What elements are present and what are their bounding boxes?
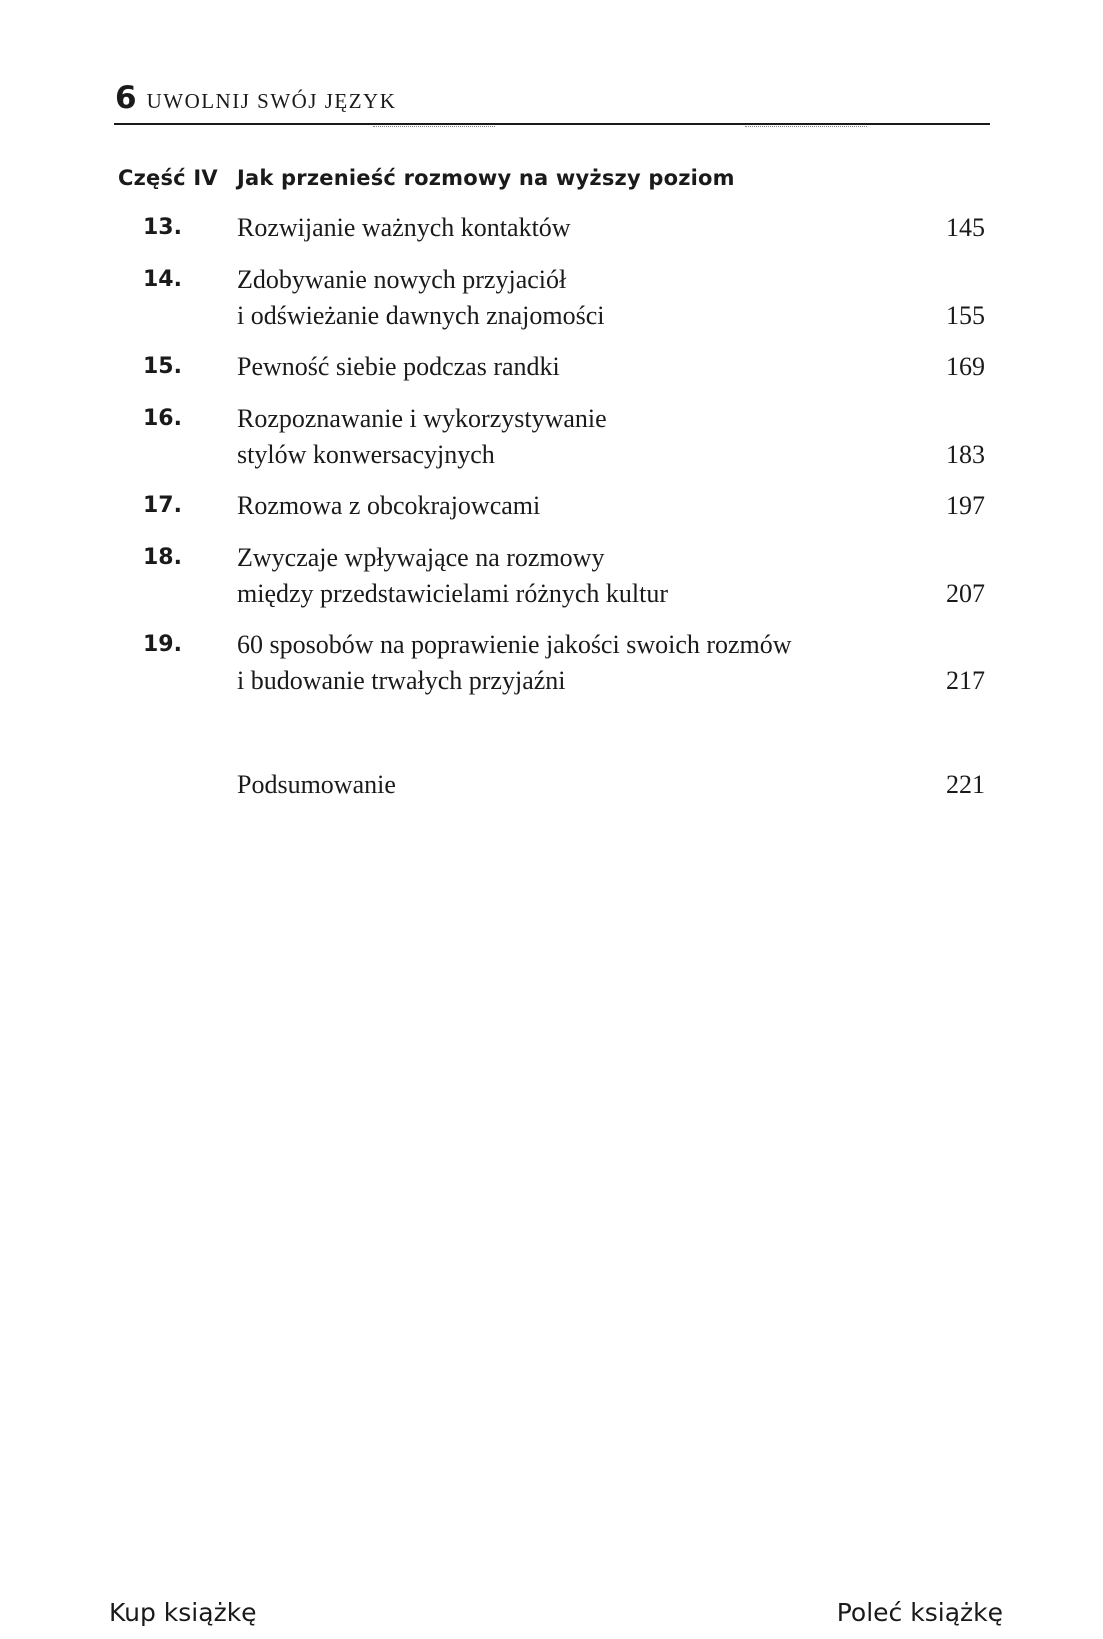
entry-title: [237, 349, 877, 385]
entry-page: 197: [946, 491, 985, 520]
entry-title: [237, 488, 877, 524]
entry-page: 155: [946, 301, 985, 330]
buy-book-link[interactable]: Kup książkę: [109, 1598, 257, 1627]
entry-title-line: i odświeżanie dawnych znajomości: [237, 301, 605, 330]
entry-page: 169: [946, 352, 985, 381]
book-title: UWOLNIJ SWÓJ JĘZYK: [146, 89, 397, 113]
entry-number: 18.: [143, 545, 182, 570]
entry-title-line: Pewność siebie podczas randki: [237, 352, 560, 381]
page-number: 6: [115, 80, 137, 116]
entry-number: 17.: [143, 493, 182, 518]
entry-title-line: Rozmowa z obcokrajowcami: [237, 491, 541, 520]
entry-title: [237, 627, 877, 699]
entry-number: 13.: [143, 215, 182, 240]
rule-dots-left: [373, 126, 495, 128]
recommend-book-link[interactable]: Poleć książkę: [836, 1598, 1003, 1627]
entry-number: 19.: [143, 632, 182, 657]
entry-page: 207: [946, 579, 985, 608]
entry-title: [237, 401, 877, 473]
entry-page: 217: [946, 666, 985, 695]
entry-title-line: Zdobywanie nowych przyjaciół: [237, 265, 567, 294]
entry-number: 16.: [143, 406, 182, 431]
entry-page: 145: [946, 213, 985, 242]
header-rule: [114, 123, 990, 125]
entry-title-line: Podsumowanie: [237, 770, 396, 799]
entry-page: 221: [946, 770, 985, 799]
entry-title-line: i budowanie trwałych przyjaźni: [237, 666, 566, 695]
entry-number: 14.: [143, 267, 182, 292]
entry-title-line: 60 sposobów na poprawienie jakości swoich rozmów: [237, 630, 792, 659]
entry-title: [237, 767, 877, 803]
entry-number: 15.: [143, 354, 182, 379]
part-label: Część IV: [118, 166, 218, 190]
entry-title-line: między przedstawicielami różnych kultur: [237, 579, 669, 608]
part-title: Jak przenieść rozmowy na wyższy poziom: [237, 166, 735, 190]
entry-title: [237, 210, 877, 246]
entry-title-line: stylów konwersacyjnych: [237, 440, 495, 469]
entry-title-line: Rozwijanie ważnych kontaktów: [237, 213, 571, 242]
entry-title: [237, 262, 877, 334]
entry-title-line: Zwyczaje wpływające na rozmowy: [237, 543, 605, 572]
entry-page: 183: [946, 440, 985, 469]
entry-title: [237, 540, 877, 612]
rule-dots-right: [745, 126, 867, 128]
running-head: [115, 80, 396, 116]
entry-title-line: Rozpoznawanie i wykorzystywanie: [237, 404, 607, 433]
